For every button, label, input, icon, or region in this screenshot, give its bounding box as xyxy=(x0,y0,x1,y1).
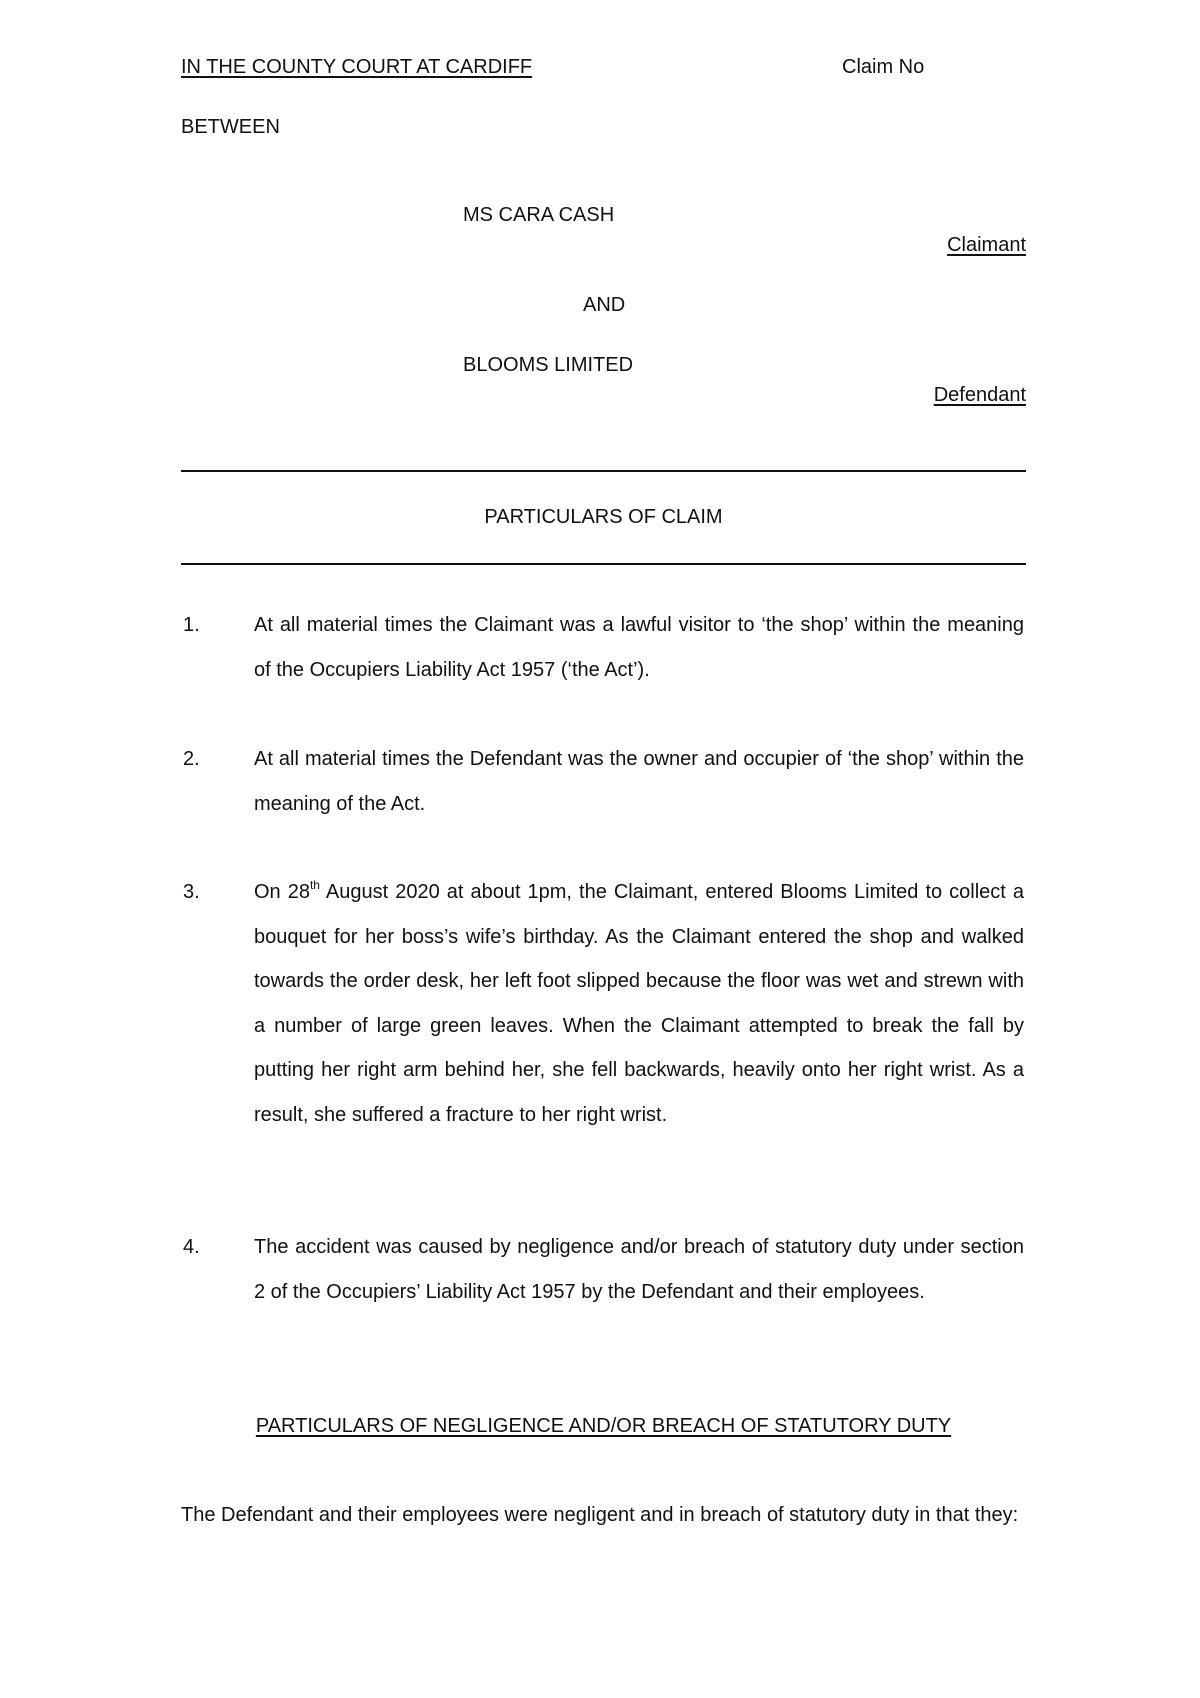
paragraph-text-rest: August 2020 at about 1pm, the Claimant, entered Blooms Limited to collect a bouquet for her boss’s wife’s birthday. As the Claimant entered the shop and walked towards the order desk, her left foot slipped because the floor was wet and strewn with a number of large green leaves. When the Claimant attempted to break the fall by putting her right arm behind her, she fell backwards, heavily onto her right wrist. As a result, she suffered a fracture to her right wrist. xyxy=(254,881,1025,1126)
paragraph-number: 3. xyxy=(183,881,200,903)
paragraph-text: At all material times the Claimant was a lawful visitor to ‘the shop’ within the meaning of the Occupiers Liability Act 1957 (‘the Act’). xyxy=(254,614,1024,681)
bottom-divider xyxy=(181,563,1026,565)
paragraph-text-start: On 28 xyxy=(254,881,310,903)
paragraph-text xyxy=(254,870,1024,1137)
and-label: AND xyxy=(583,294,626,316)
paragraph-number: 2. xyxy=(183,748,200,770)
claimant-role: Claimant xyxy=(947,234,1026,256)
defendant-role: Defendant xyxy=(933,384,1026,406)
claim-number-label: Claim No xyxy=(842,56,925,78)
paragraph-number: 1. xyxy=(183,614,200,636)
claimant-name: MS CARA CASH xyxy=(463,204,615,226)
court-title: IN THE COUNTY COURT AT CARDIFF xyxy=(181,56,533,78)
ordinal-superscript: th xyxy=(309,878,320,892)
particulars-heading: PARTICULARS OF CLAIM xyxy=(484,506,723,528)
negligence-intro: The Defendant and their employees were negligent and in breach of statutory duty in that they: xyxy=(181,1504,1019,1526)
paragraph-text: The accident was caused by negligence and/or breach of statutory duty under section 2 of the Occupiers’ Liability Act 1957 by the Defendant and their employees. xyxy=(254,1236,1024,1303)
top-divider xyxy=(181,470,1026,472)
between-label: BETWEEN xyxy=(181,116,280,138)
defendant-name: BLOOMS LIMITED xyxy=(463,354,634,376)
paragraph-text: At all material times the Defendant was the owner and occupier of ‘the shop’ within the meaning of the Act. xyxy=(254,748,1024,815)
negligence-subheading: PARTICULARS OF NEGLIGENCE AND/OR BREACH OF STATUTORY DUTY xyxy=(255,1415,952,1437)
paragraph-number: 4. xyxy=(183,1236,200,1258)
